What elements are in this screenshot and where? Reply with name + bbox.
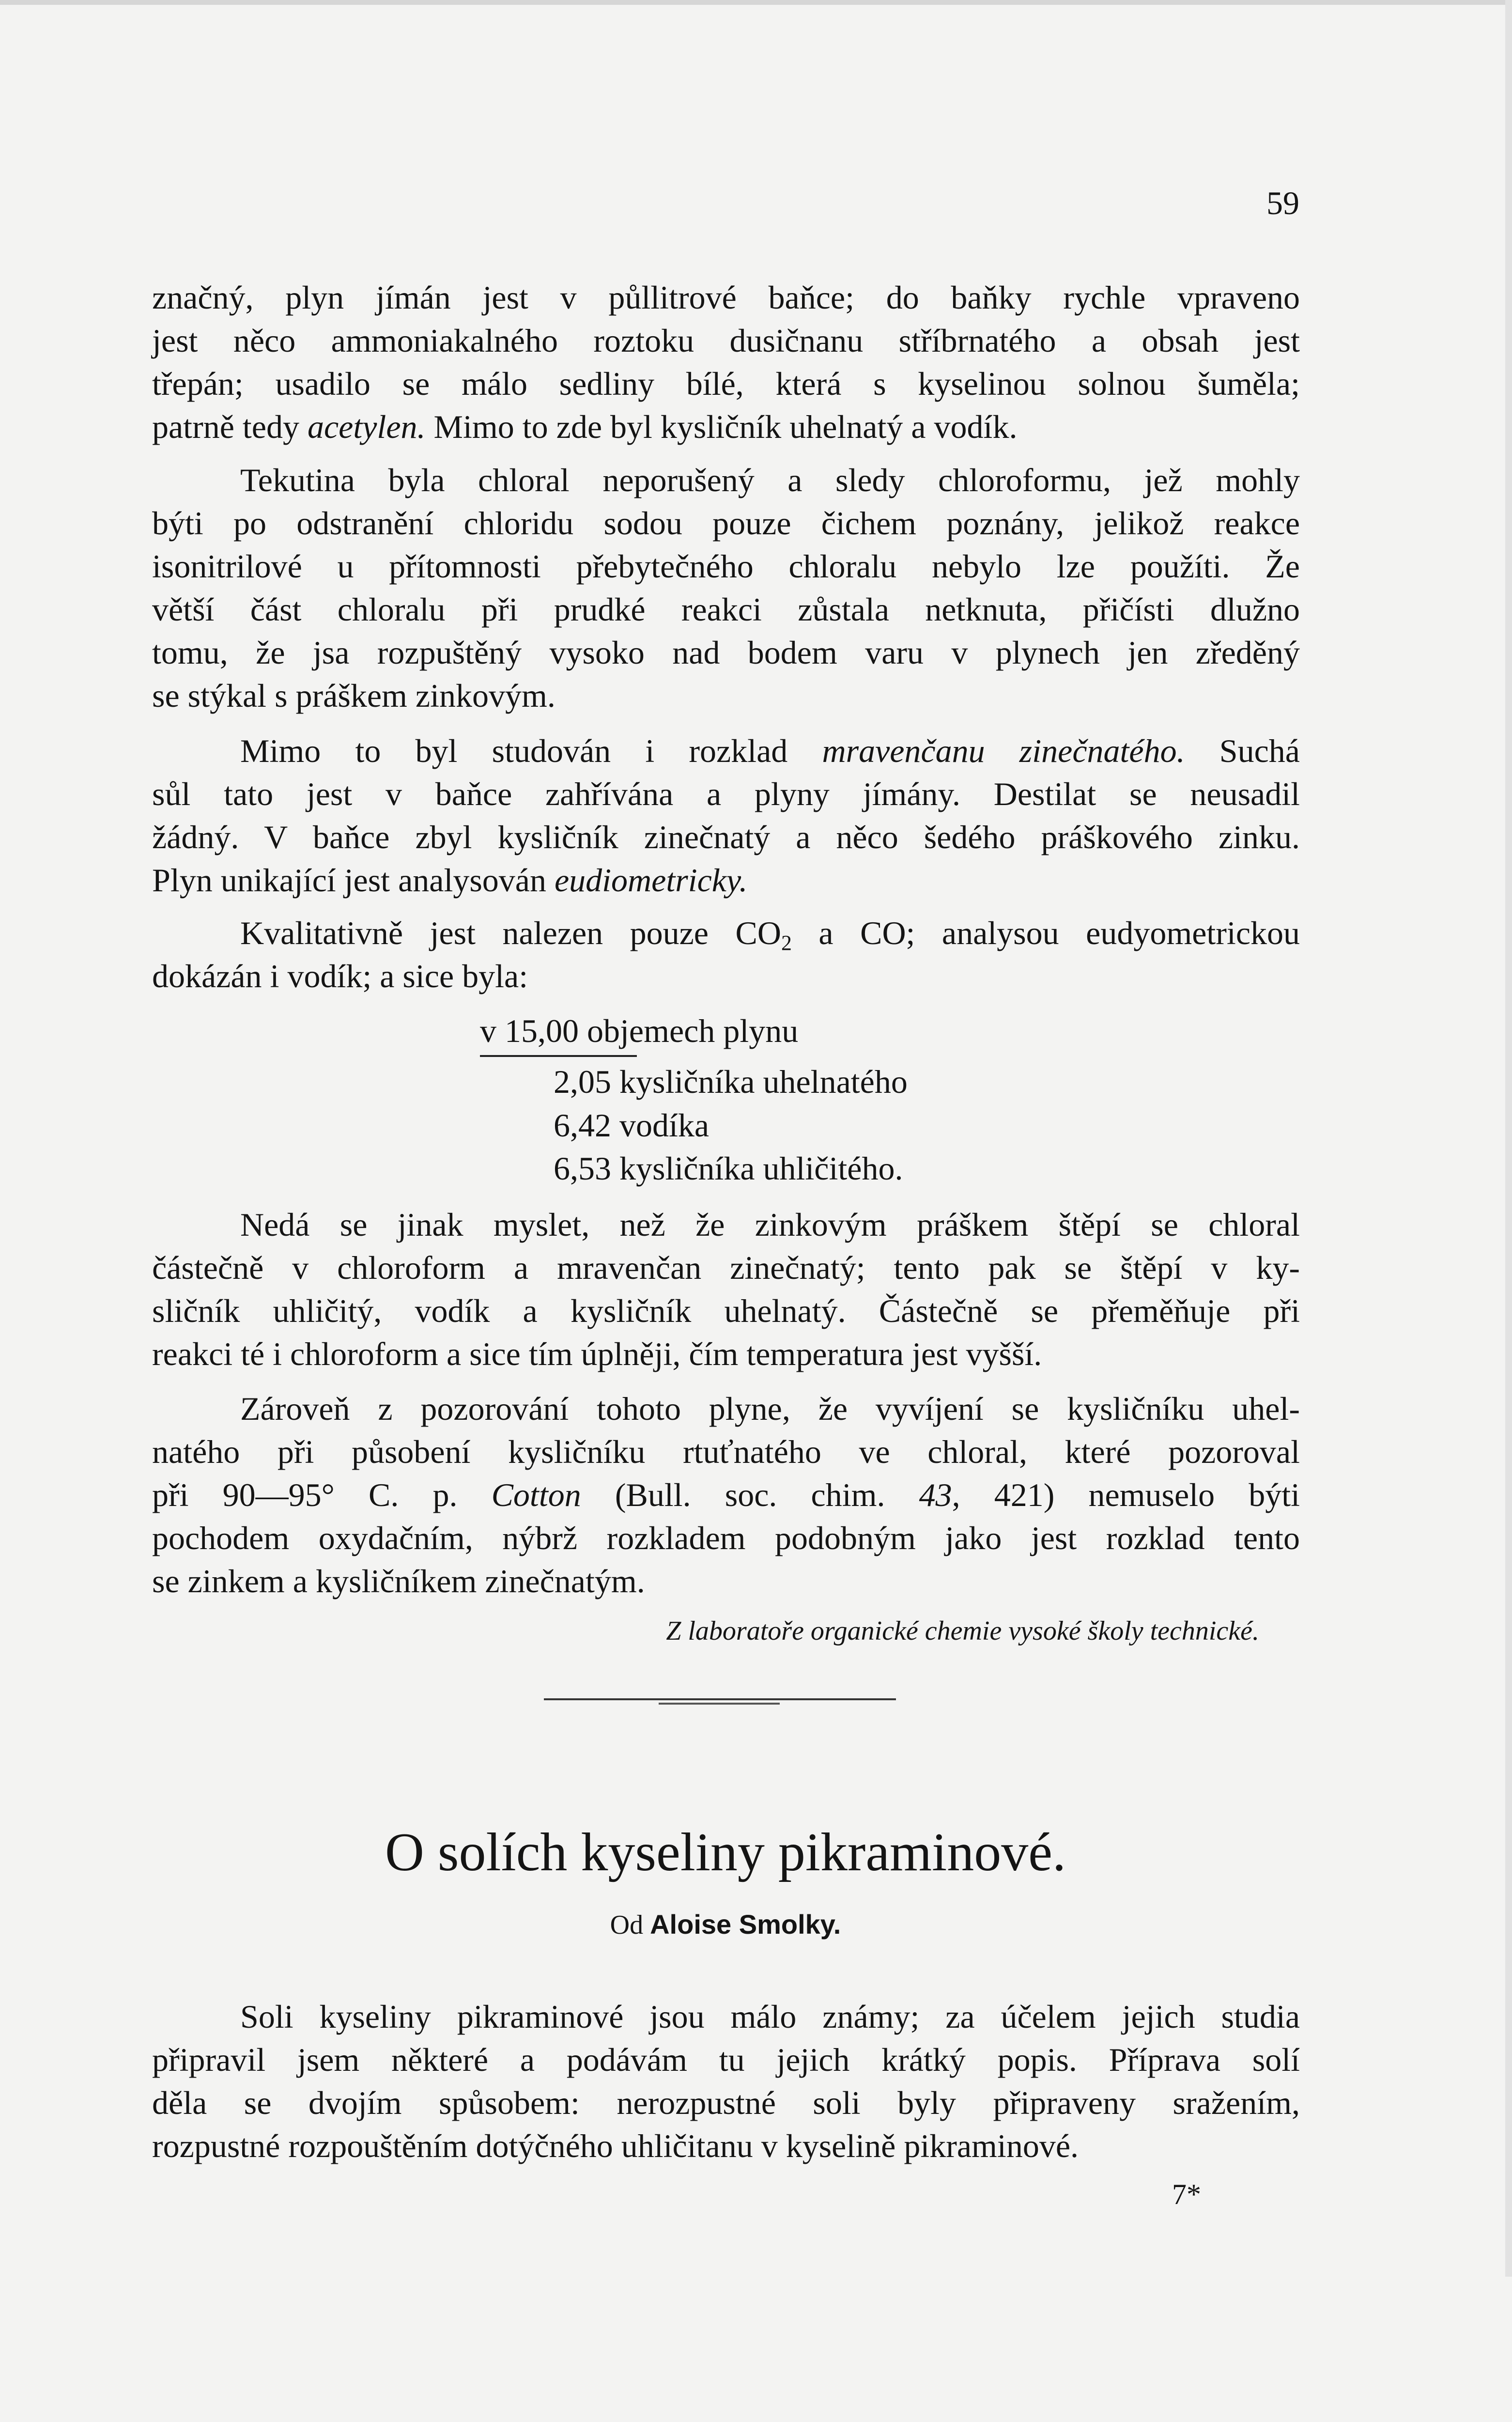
table-header — [480, 1009, 798, 1053]
row-label: kysličníka uhelnatého — [619, 1063, 908, 1100]
text-segment: býti po odstranění chloridu sodou pouze čichem poznány, jelikož reakce — [152, 505, 1300, 542]
row-label: kysličníka uhličitého. — [619, 1150, 903, 1187]
text-segment: při 90—95° C. p. — [152, 1476, 492, 1513]
text-segment: Kvalitativně jest nalezen pouze CO — [240, 915, 781, 951]
section-divider — [544, 1698, 896, 1700]
text-segment: patrně tedy — [152, 408, 308, 445]
text-segment: děla se dvojím spůsobem: nerozpustné soli byly připraveny sražením, — [152, 2084, 1300, 2121]
text-line — [152, 1995, 1300, 2038]
laboratory-attribution: Z laboratoře organické chemie vysoké školy technické. — [666, 1616, 1259, 1646]
paragraph — [152, 1995, 1300, 2168]
text-line — [152, 2038, 1300, 2081]
row-label: vodíka — [619, 1107, 710, 1144]
text-segment: pochodem oxydačním, nýbrž rozkladem podobným jako jest rozklad tento — [152, 1520, 1300, 1556]
text-line — [152, 405, 1300, 449]
table-header-rule — [480, 1055, 637, 1057]
text-segment: třepán; usadilo se málo sedliny bílé, která s kyselinou solnou šuměla; — [152, 365, 1300, 402]
paragraph — [152, 1203, 1300, 1376]
paragraph — [152, 730, 1300, 902]
text-line — [152, 955, 1300, 998]
text-line — [152, 362, 1300, 405]
text-segment: se zinkem a kysličníkem zinečnatým. — [152, 1563, 645, 1599]
text-line — [152, 1333, 1300, 1376]
article-byline — [0, 1909, 1451, 1941]
scan-edge-right — [1505, 0, 1512, 2277]
text-line — [152, 816, 1300, 859]
text-segment: reakci té i chloroform a sice tím úplněji, čím temperatura jest vyšší. — [152, 1335, 1042, 1372]
row-value: 2,05 — [554, 1063, 611, 1100]
text-segment: rozpustné rozpouštěním dotýčného uhličitanu v kyselině pikraminové. — [152, 2127, 1079, 2164]
row-value: 6,53 — [554, 1150, 611, 1187]
italic-text: eudiometricky. — [554, 862, 748, 899]
text-line — [152, 1387, 1300, 1430]
text-line — [152, 2081, 1300, 2125]
text-line — [152, 1560, 1300, 1603]
text-segment: se stýkal s práškem zinkovým. — [152, 677, 555, 714]
text-segment: připravil jsem některé a podávám tu jejich krátký popis. Příprava solí — [152, 2041, 1300, 2078]
text-segment: isonitrilové u přítomnosti přebytečného chloralu nebylo lze použíti. Že — [152, 548, 1300, 585]
italic-text: Cotton — [491, 1476, 581, 1513]
text-segment: Soli kyseliny pikraminové jsou málo známy; za účelem jejich studia — [240, 1998, 1300, 2035]
text-line — [152, 1203, 1300, 1246]
scan-edge-top — [0, 0, 1512, 5]
paragraph — [152, 912, 1300, 998]
text-line — [152, 912, 1300, 955]
text-segment: , 421) nemuselo býti — [952, 1476, 1300, 1513]
table-row — [554, 1060, 908, 1103]
text-segment: Tekutina byla chloral neporušený a sledy chloroformu, jež mohly — [240, 462, 1300, 498]
article-title: O solích kyseliny pikraminové. — [385, 1822, 1066, 1882]
text-segment: částečně v chloroform a mravenčan zinečnatý; tento pak se štěpí v ky- — [152, 1249, 1300, 1286]
byline-prefix: Od — [610, 1910, 644, 1940]
text-segment: sůl tato jest v baňce zahřívána a plyny jímány. Destilat se neusadil — [152, 776, 1300, 812]
gas-composition-table — [480, 1009, 908, 1187]
text-line — [152, 588, 1300, 631]
table-header-text: v 15,00 objemech plynu — [480, 1012, 799, 1049]
page-number: 59 — [1266, 185, 1299, 221]
text-line — [152, 859, 1300, 902]
text-segment: značný, plyn jímán jest v půllitrové baňce; do baňky rychle vpraveno — [152, 279, 1300, 316]
text-segment: a CO; analysou eudyometrickou — [791, 915, 1300, 951]
text-segment: Mimo to byl studován i rozklad — [240, 732, 822, 769]
text-line — [152, 674, 1300, 717]
text-line — [152, 459, 1300, 502]
text-line — [152, 1474, 1300, 1517]
table-row — [554, 1104, 709, 1147]
paragraph — [152, 1387, 1300, 1603]
text-segment: tomu, že jsa rozpuštěný vysoko nad bodem varu v plynech jen zředěný — [152, 634, 1300, 671]
text-segment: dokázán i vodík; a sice byla: — [152, 958, 528, 994]
text-segment: Suchá — [1185, 732, 1300, 769]
text-line — [152, 631, 1300, 674]
text-segment: jest něco ammoniakalného roztoku dusičnanu stříbrnatého a obsah jest — [152, 322, 1300, 359]
text-line — [152, 545, 1300, 588]
text-line — [152, 730, 1300, 773]
text-line — [152, 276, 1300, 319]
signature-mark: 7* — [1172, 2178, 1201, 2210]
subscript: 2 — [781, 931, 792, 955]
row-value: 6,42 — [554, 1107, 611, 1144]
text-segment: Plyn unikající jest analysován — [152, 862, 555, 899]
section-divider-accent — [659, 1703, 780, 1705]
italic-text: 43 — [919, 1476, 952, 1513]
text-line — [152, 2125, 1300, 2168]
text-segment: Nedá se jinak myslet, než že zinkovým práškem štěpí se chloral — [240, 1206, 1300, 1243]
table-row — [554, 1147, 903, 1190]
text-segment: (Bull. soc. chim. — [581, 1476, 919, 1513]
italic-text: mravenčanu zinečnatého. — [822, 732, 1185, 769]
text-line — [152, 319, 1300, 362]
text-segment: Mimo to zde byl kysličník uhelnatý a vodík. — [425, 408, 1018, 445]
text-segment: natého při působení kysličníku rtuťnatého ve chloral, které pozoroval — [152, 1433, 1300, 1470]
paragraph — [152, 276, 1300, 449]
text-segment: žádný. V baňce zbyl kysličník zinečnatý a něco šedého práškového zinku. — [152, 819, 1300, 855]
text-segment: Zároveň z pozorování tohoto plyne, že vyvíjení se kysličníku uhel- — [240, 1390, 1300, 1427]
text-line — [152, 1430, 1300, 1474]
text-line — [152, 1246, 1300, 1289]
text-line — [152, 1517, 1300, 1560]
text-line — [152, 502, 1300, 545]
text-segment: sličník uhličitý, vodík a kysličník uhelnatý. Částečně se přeměňuje při — [152, 1292, 1300, 1329]
text-segment: větší část chloralu při prudké reakci zůstala netknuta, přičísti dlužno — [152, 591, 1300, 628]
italic-text: acetylen. — [307, 408, 426, 445]
paragraph — [152, 459, 1300, 717]
text-line — [152, 773, 1300, 816]
author-name: Aloise Smolky. — [650, 1909, 841, 1940]
text-line — [152, 1289, 1300, 1333]
